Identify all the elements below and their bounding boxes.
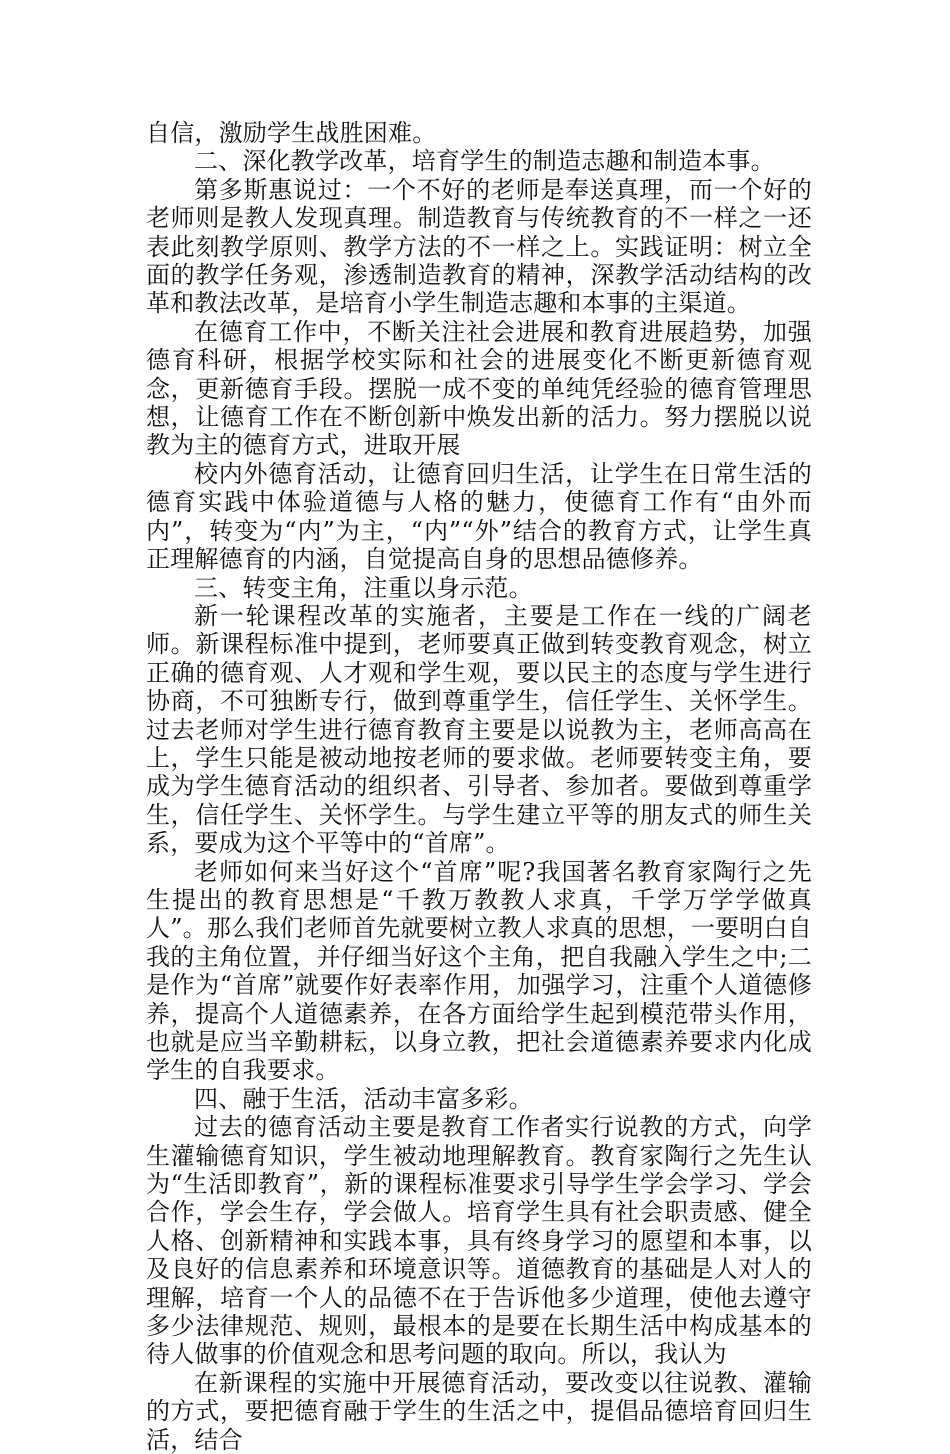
paragraph-1: 自信，激励学生战胜困难。 — [146, 119, 437, 147]
document-body — [146, 119, 812, 1454]
paragraph-5: 校内外德育活动，让德育回归生活，让学生在日常生活的德育实践中体验道德与人格的魅力，使德育工作有“由外而内”，转变为“内”为主，“内”“外”结合的教育方式，让学生真正理解德育的内涵，自觉提高自身的思想品德修养。 — [146, 459, 812, 574]
paragraph-8: 老师如何来当好这个“首席”呢?我国著名教育家陶行之先生提出的教育思想是“千教万教教人求真，千学万学学做真人”。那么我们老师首先就要树立教人求真的思想，一要明白自我的主角位置，并仔细当好这个主角，把自我融入学生之中;二是作为“首席”就要作好表率作用，加强学习，注重个人道德修养，提高个人道德素养，在各方面给学生起到模范带头作用，也就是应当辛勤耕耘，以身立教，把社会道德素养要求内化成学生的自我要求。 — [146, 857, 812, 1085]
paragraph-7: 新一轮课程改革的实施者，主要是工作在一线的广阔老师。新课程标准中提到，老师要真正做到转变教育观念，树立正确的德育观、人才观和学生观，要以民主的态度与学生进行协商，不可独断专行，做到尊重学生，信任学生、关怀学生。过去老师对学生进行德育教育主要是以说教为主，老师高高在上，学生只能是被动地按老师的要求做。老师要转变主角，要成为学生德育活动的组织者、引导者、参加者。要做到尊重学生，信任学生、关怀学生。与学生建立平等的朋友式的师生关系，要成为这个平等中的“首席”。 — [146, 601, 812, 858]
paragraph-4: 在德育工作中，不断关注社会进展和教育进展趋势，加强德育科研，根据学校实际和社会的进展变化不断更新德育观念，更新德育手段。摆脱一成不变的单纯凭经验的德育管理思想，让德育工作在不断创新中焕发出新的活力。努力摆脱以说教为主的德育方式，进取开展 — [146, 317, 812, 460]
section-heading-3: 三、转变主角，注重以身示范。 — [194, 573, 533, 602]
paragraph-10: 过去的德育活动主要是教育工作者实行说教的方式，向学生灌输德育知识，学生被动地理解教育。教育家陶行之先生认为“生活即教育”，新的课程标准要求引导学生学会学习、学会合作，学会生存，学会做人。培育学生具有社会职责感、健全人格、创新精神和实践本事，具有终身学习的愿望和本事，以及良好的信息素养和环境意识等。道德教育的基础是人对人的理解，培育一个人的品德不在于告诉他多少道理，使他去遵守多少法律规范、规则，最根本的是要在长期生活中构成基本的待人做事的价值观念和思考问题的取向。所以，我认为 — [146, 1113, 812, 1369]
paragraph-11: 在新课程的实施中开展德育活动，要改变以往说教、灌输的方式，要把德育融于学生的生活之中，提倡品德培育回归生活，结合 — [146, 1368, 812, 1454]
section-heading-4: 四、融于生活，活动丰富多彩。 — [194, 1084, 533, 1113]
section-heading-2: 二、深化教学改革，培育学生的制造志趣和制造本事。 — [194, 147, 775, 176]
paragraph-3: 第多斯惠说过：一个不好的老师是奉送真理，而一个好的老师则是教人发现真理。制造教育与传统教育的不一样之一还表此刻教学原则、教学方法的不一样之上。实践证明：树立全面的教学任务观，渗透制造教育的精神，深教学活动结构的改革和教法改革，是培育小学生制造志趣和本事的主渠道。 — [146, 175, 812, 318]
